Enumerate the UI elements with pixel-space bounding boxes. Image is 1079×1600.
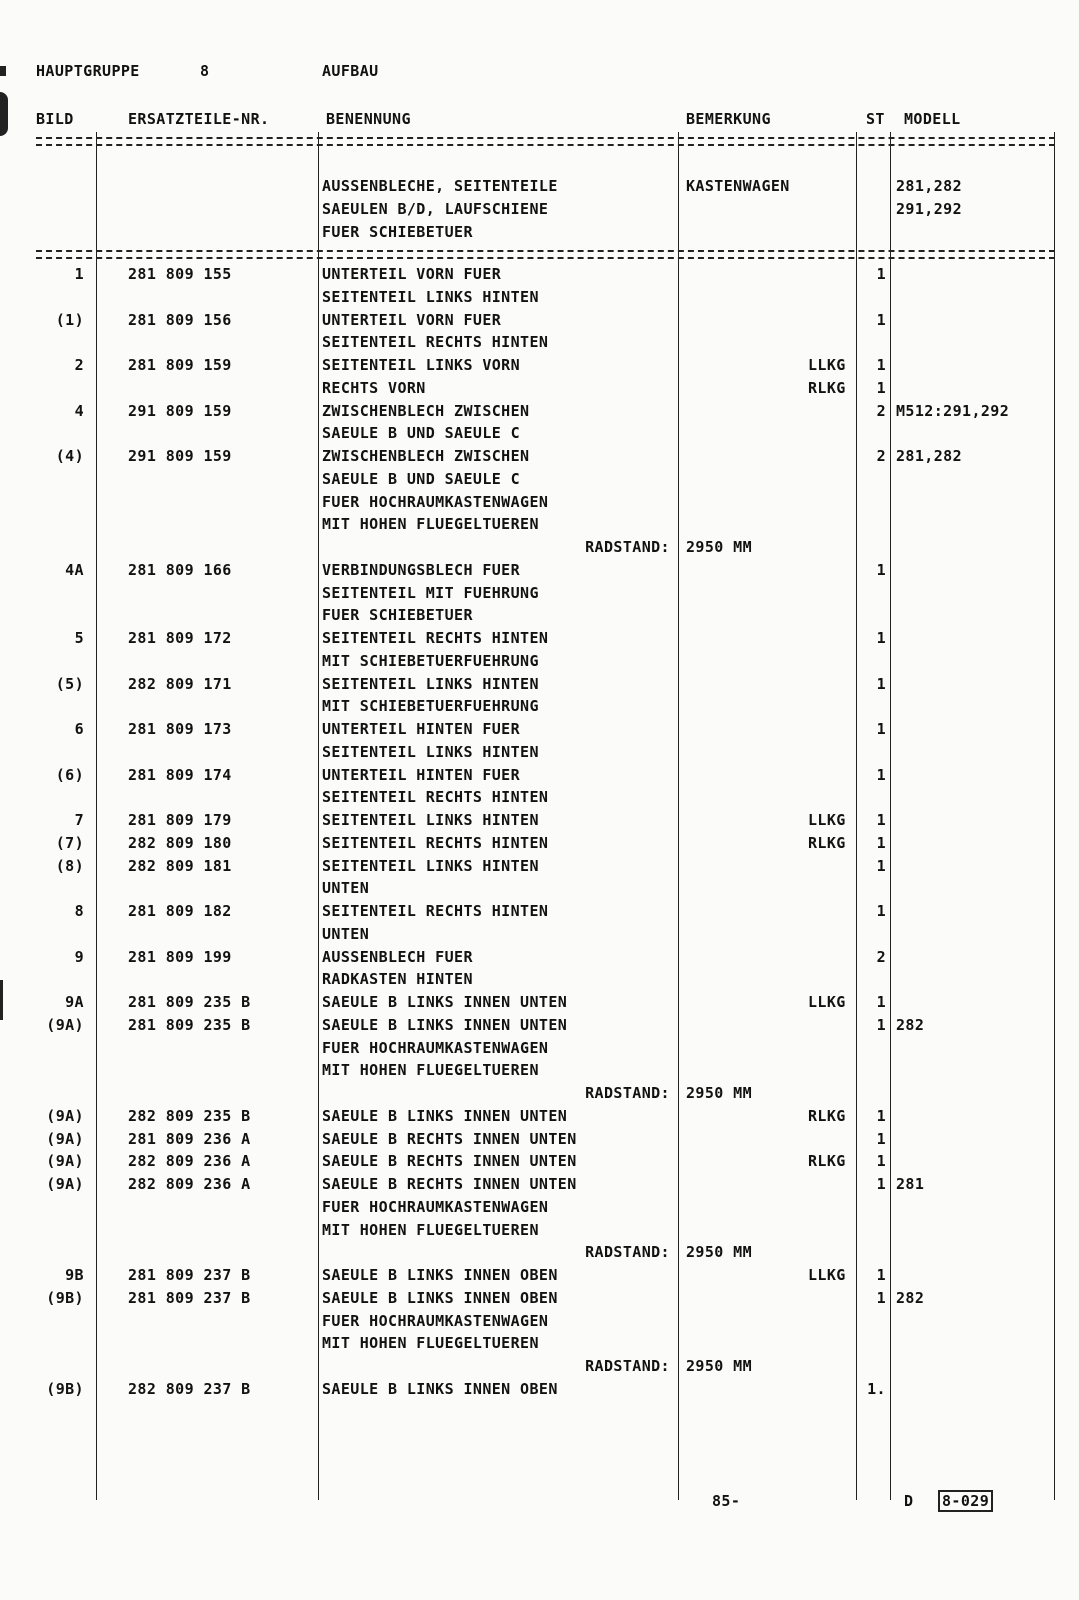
bild-cell: 7 bbox=[74, 811, 84, 829]
name-cell: FUER HOCHRAUMKASTENWAGEN bbox=[322, 492, 549, 511]
col-head-remark: BEMERKUNG bbox=[686, 110, 771, 128]
table-row bbox=[0, 402, 1079, 425]
bild-cell: (9B) bbox=[46, 1379, 84, 1398]
quantity-cell: 2 bbox=[876, 447, 886, 465]
name-cell: AUSSENBLECH FUER bbox=[322, 947, 473, 966]
name-cell: SEITENTEIL RECHTS HINTEN bbox=[322, 833, 549, 852]
table-row bbox=[0, 1152, 1079, 1175]
quantity-cell: 1 bbox=[876, 1106, 886, 1125]
name-cell: SEITENTEIL LINKS HINTEN bbox=[322, 856, 539, 875]
bild-cell: 9A bbox=[65, 993, 84, 1011]
model-cell: 282 bbox=[896, 1015, 925, 1034]
table-row bbox=[0, 1039, 1079, 1062]
table-row bbox=[0, 1130, 1079, 1153]
part-number-cell: 281 809 182 bbox=[128, 902, 232, 920]
wheelbase-label-cell: RADSTAND: bbox=[585, 1084, 670, 1102]
name-cell: SAEULE B LINKS INNEN OBEN bbox=[322, 1379, 558, 1398]
quantity-cell: 1 bbox=[876, 993, 886, 1011]
remark-cell: 2950 MM bbox=[686, 1243, 753, 1262]
name-cell: SEITENTEIL LINKS HINTEN bbox=[322, 287, 539, 306]
section-line bbox=[0, 200, 1079, 223]
bild-cell: 2 bbox=[74, 356, 84, 374]
name-cell: SAEULE B RECHTS INNEN UNTEN bbox=[322, 1175, 577, 1193]
side-cell: LLKG bbox=[808, 1266, 846, 1284]
bild-cell: (5) bbox=[55, 674, 84, 693]
table-row bbox=[0, 1107, 1079, 1130]
name-cell: MIT HOHEN FLUEGELTUEREN bbox=[322, 1220, 539, 1239]
remark-cell: 2950 MM bbox=[686, 538, 753, 556]
part-number-cell: 282 809 171 bbox=[128, 674, 232, 693]
quantity-cell: 1 bbox=[876, 674, 886, 693]
table-row bbox=[0, 743, 1079, 766]
table-row bbox=[0, 925, 1079, 948]
table-row bbox=[0, 629, 1079, 652]
part-number-cell: 282 809 235 B bbox=[128, 1106, 251, 1125]
table-row bbox=[0, 834, 1079, 857]
name-cell: UNTEN bbox=[322, 879, 370, 898]
model-cell: 281 bbox=[896, 1175, 925, 1193]
table-row bbox=[0, 1312, 1079, 1335]
side-cell: LLKG bbox=[808, 993, 846, 1011]
table-row bbox=[0, 1016, 1079, 1039]
name-cell: MIT SCHIEBETUERFUEHRUNG bbox=[322, 697, 539, 716]
name-cell: SEITENTEIL RECHTS HINTEN bbox=[322, 902, 549, 920]
page-code-box: 8-029 bbox=[938, 1490, 993, 1512]
section-line bbox=[0, 223, 1079, 246]
bild-cell: (9A) bbox=[46, 1015, 84, 1034]
name-cell: SAEULE B LINKS INNEN OBEN bbox=[322, 1266, 558, 1284]
quantity-cell: 1 bbox=[876, 1175, 886, 1193]
bild-cell: (9A) bbox=[46, 1152, 84, 1171]
section-remark: KASTENWAGEN bbox=[686, 177, 790, 195]
part-number-cell: 281 809 235 B bbox=[128, 1015, 251, 1034]
bild-cell: 6 bbox=[74, 720, 84, 738]
part-number-cell: 291 809 159 bbox=[128, 447, 232, 465]
table-row bbox=[0, 970, 1079, 993]
table-row bbox=[0, 1334, 1079, 1357]
quantity-cell: 2 bbox=[876, 947, 886, 966]
quantity-cell: 1 bbox=[876, 356, 886, 374]
name-cell: SAEULE B LINKS INNEN UNTEN bbox=[322, 1106, 568, 1125]
name-cell: SAEULE B LINKS INNEN OBEN bbox=[322, 1288, 558, 1307]
quantity-cell: 1 bbox=[876, 560, 886, 579]
table-row bbox=[0, 902, 1079, 925]
model-cell: 281,282 bbox=[896, 447, 963, 465]
name-cell: UNTERTEIL HINTEN FUER bbox=[322, 720, 521, 738]
part-number-cell: 281 809 155 bbox=[128, 265, 232, 283]
part-number-cell: 282 809 236 A bbox=[128, 1175, 251, 1193]
side-cell: RLKG bbox=[808, 378, 846, 397]
wheelbase-label-cell: RADSTAND: bbox=[585, 1243, 670, 1262]
quantity-cell: 1. bbox=[867, 1379, 886, 1398]
name-cell: SEITENTEIL MIT FUEHRUNG bbox=[322, 583, 539, 602]
table-row bbox=[0, 1357, 1079, 1380]
part-number-cell: 281 809 235 B bbox=[128, 993, 251, 1011]
name-cell: MIT HOHEN FLUEGELTUEREN bbox=[322, 1061, 539, 1080]
quantity-cell: 1 bbox=[876, 310, 886, 329]
table-row bbox=[0, 538, 1079, 561]
name-cell: SEITENTEIL LINKS HINTEN bbox=[322, 674, 539, 693]
section-title: AUSSENBLECHE, SEITENTEILE bbox=[322, 177, 558, 195]
part-number-cell: 281 809 166 bbox=[128, 560, 232, 579]
table-row bbox=[0, 652, 1079, 675]
part-number-cell: 291 809 159 bbox=[128, 401, 232, 420]
name-cell: SEITENTEIL LINKS HINTEN bbox=[322, 742, 539, 761]
table-row bbox=[0, 1061, 1079, 1084]
quantity-cell: 1 bbox=[876, 1288, 886, 1307]
bild-cell: 9B bbox=[65, 1266, 84, 1284]
part-number-cell: 282 809 237 B bbox=[128, 1379, 251, 1398]
quantity-cell: 1 bbox=[876, 765, 886, 784]
side-cell: LLKG bbox=[808, 811, 846, 829]
col-head-part-number: ERSATZTEILE-NR. bbox=[128, 110, 270, 128]
table-row bbox=[0, 311, 1079, 334]
name-cell: SAEULE B RECHTS INNEN UNTEN bbox=[322, 1152, 577, 1171]
group-number: 8 bbox=[200, 62, 210, 80]
part-number-cell: 281 809 159 bbox=[128, 356, 232, 374]
bild-cell: (4) bbox=[55, 447, 84, 465]
part-number-cell: 281 809 236 A bbox=[128, 1129, 251, 1148]
table-row bbox=[0, 879, 1079, 902]
section-model: 291,292 bbox=[896, 200, 963, 218]
name-cell: MIT SCHIEBETUERFUEHRUNG bbox=[322, 651, 539, 670]
name-cell: FUER HOCHRAUMKASTENWAGEN bbox=[322, 1197, 549, 1216]
table-row bbox=[0, 288, 1079, 311]
part-number-cell: 281 809 174 bbox=[128, 765, 232, 784]
name-cell: ZWISCHENBLECH ZWISCHEN bbox=[322, 401, 530, 420]
bild-cell: (7) bbox=[55, 833, 84, 852]
table-row bbox=[0, 1221, 1079, 1244]
quantity-cell: 1 bbox=[876, 902, 886, 920]
quantity-cell: 1 bbox=[876, 378, 886, 397]
part-number-cell: 281 809 237 B bbox=[128, 1266, 251, 1284]
name-cell: MIT HOHEN FLUEGELTUEREN bbox=[322, 1334, 539, 1353]
name-cell: FUER HOCHRAUMKASTENWAGEN bbox=[322, 1038, 549, 1057]
section-title: SAEULEN B/D, LAUFSCHIENE bbox=[322, 200, 549, 218]
table-row bbox=[0, 857, 1079, 880]
table-row bbox=[0, 561, 1079, 584]
table-row bbox=[0, 493, 1079, 516]
table-row bbox=[0, 424, 1079, 447]
bild-cell: 5 bbox=[74, 629, 84, 647]
bild-cell: 9 bbox=[74, 947, 84, 966]
table-row bbox=[0, 993, 1079, 1016]
name-cell: SEITENTEIL RECHTS HINTEN bbox=[322, 629, 549, 647]
part-number-cell: 281 809 156 bbox=[128, 310, 232, 329]
table-row bbox=[0, 788, 1079, 811]
table-row bbox=[0, 379, 1079, 402]
quantity-cell: 1 bbox=[876, 720, 886, 738]
quantity-cell: 1 bbox=[876, 265, 886, 283]
wheelbase-label-cell: RADSTAND: bbox=[585, 1357, 670, 1375]
language-code: D bbox=[904, 1492, 914, 1510]
bild-cell: (9A) bbox=[46, 1106, 84, 1125]
quantity-cell: 1 bbox=[876, 1266, 886, 1284]
name-cell: UNTEN bbox=[322, 924, 370, 943]
quantity-cell: 2 bbox=[876, 401, 886, 420]
model-cell: M512:291,292 bbox=[896, 401, 1010, 420]
table-row bbox=[0, 675, 1079, 698]
table-row bbox=[0, 1289, 1079, 1312]
table-row bbox=[0, 1380, 1079, 1403]
wheelbase-label-cell: RADSTAND: bbox=[585, 538, 670, 556]
table-row bbox=[0, 356, 1079, 379]
group-label: HAUPTGRUPPE bbox=[36, 62, 140, 80]
name-cell: RADKASTEN HINTEN bbox=[322, 970, 473, 989]
bild-cell: 4 bbox=[74, 401, 84, 420]
bild-cell: (6) bbox=[55, 765, 84, 784]
scan-mark bbox=[0, 980, 3, 1020]
quantity-cell: 1 bbox=[876, 629, 886, 647]
part-number-cell: 282 809 181 bbox=[128, 856, 232, 875]
part-number-cell: 281 809 179 bbox=[128, 811, 232, 829]
col-head-bild: BILD bbox=[36, 110, 74, 128]
page-prefix: 85- bbox=[712, 1492, 741, 1510]
group-name: AUFBAU bbox=[322, 62, 379, 80]
page-code bbox=[938, 1492, 993, 1510]
table-row bbox=[0, 720, 1079, 743]
table-row bbox=[0, 333, 1079, 356]
name-cell: MIT HOHEN FLUEGELTUEREN bbox=[322, 515, 539, 534]
name-cell: SEITENTEIL RECHTS HINTEN bbox=[322, 788, 549, 807]
name-cell: SAEULE B UND SAEULE C bbox=[322, 469, 521, 488]
table-row bbox=[0, 470, 1079, 493]
name-cell: SEITENTEIL LINKS VORN bbox=[322, 356, 521, 374]
part-number-cell: 281 809 199 bbox=[128, 947, 232, 966]
bild-cell: (1) bbox=[55, 310, 84, 329]
quantity-cell: 1 bbox=[876, 811, 886, 829]
table-row bbox=[0, 811, 1079, 834]
table-row bbox=[0, 948, 1079, 971]
table-row bbox=[0, 1175, 1079, 1198]
table-row bbox=[0, 584, 1079, 607]
header-separator bbox=[36, 137, 1055, 146]
part-number-cell: 281 809 173 bbox=[128, 720, 232, 738]
quantity-cell: 1 bbox=[876, 1015, 886, 1034]
quantity-cell: 1 bbox=[876, 856, 886, 875]
quantity-cell: 1 bbox=[876, 1129, 886, 1148]
table-row bbox=[0, 1198, 1079, 1221]
name-cell: ZWISCHENBLECH ZWISCHEN bbox=[322, 447, 530, 465]
table-row bbox=[0, 1084, 1079, 1107]
bild-cell: 4A bbox=[65, 560, 84, 579]
bild-cell: 8 bbox=[74, 902, 84, 920]
name-cell: SAEULE B UND SAEULE C bbox=[322, 424, 521, 443]
part-number-cell: 281 809 237 B bbox=[128, 1288, 251, 1307]
side-cell: LLKG bbox=[808, 356, 846, 374]
name-cell: UNTERTEIL VORN FUER bbox=[322, 265, 502, 283]
side-cell: RLKG bbox=[808, 1106, 846, 1125]
name-cell: SAEULE B RECHTS INNEN UNTEN bbox=[322, 1129, 577, 1148]
scan-mark bbox=[0, 92, 8, 136]
name-cell: SEITENTEIL LINKS HINTEN bbox=[322, 811, 539, 829]
name-cell: UNTERTEIL HINTEN FUER bbox=[322, 765, 521, 784]
part-number-cell: 281 809 172 bbox=[128, 629, 232, 647]
section-model: 281,282 bbox=[896, 177, 963, 195]
name-cell: VERBINDUNGSBLECH FUER bbox=[322, 560, 521, 579]
name-cell: FUER SCHIEBETUER bbox=[322, 606, 473, 625]
side-cell: RLKG bbox=[808, 1152, 846, 1171]
section-line bbox=[0, 177, 1079, 200]
bild-cell: (9B) bbox=[46, 1288, 84, 1307]
col-head-model: MODELL bbox=[904, 110, 961, 128]
name-cell: SEITENTEIL RECHTS HINTEN bbox=[322, 333, 549, 352]
quantity-cell: 1 bbox=[876, 1152, 886, 1171]
side-cell: RLKG bbox=[808, 833, 846, 852]
name-cell: FUER HOCHRAUMKASTENWAGEN bbox=[322, 1311, 549, 1330]
table-row bbox=[0, 697, 1079, 720]
scan-mark bbox=[0, 66, 6, 76]
name-cell: SAEULE B LINKS INNEN UNTEN bbox=[322, 993, 568, 1011]
bild-cell: (9A) bbox=[46, 1129, 84, 1148]
table-row bbox=[0, 1243, 1079, 1266]
section-title: FUER SCHIEBETUER bbox=[322, 223, 473, 241]
bild-cell: 1 bbox=[74, 265, 84, 283]
section-separator bbox=[36, 250, 1055, 259]
name-cell: SAEULE B LINKS INNEN UNTEN bbox=[322, 1015, 568, 1034]
col-head-st: ST bbox=[866, 110, 885, 128]
table-row bbox=[0, 515, 1079, 538]
table-row bbox=[0, 1266, 1079, 1289]
table-row bbox=[0, 265, 1079, 288]
remark-cell: 2950 MM bbox=[686, 1357, 753, 1375]
remark-cell: 2950 MM bbox=[686, 1084, 753, 1102]
part-number-cell: 282 809 180 bbox=[128, 833, 232, 852]
name-cell: UNTERTEIL VORN FUER bbox=[322, 310, 502, 329]
table-row bbox=[0, 447, 1079, 470]
col-head-name: BENENNUNG bbox=[326, 110, 411, 128]
bild-cell: (8) bbox=[55, 856, 84, 875]
part-number-cell: 282 809 236 A bbox=[128, 1152, 251, 1171]
quantity-cell: 1 bbox=[876, 833, 886, 852]
model-cell: 282 bbox=[896, 1288, 925, 1307]
table-row bbox=[0, 766, 1079, 789]
bild-cell: (9A) bbox=[46, 1175, 84, 1193]
table-row bbox=[0, 606, 1079, 629]
name-cell: RECHTS VORN bbox=[322, 378, 426, 397]
